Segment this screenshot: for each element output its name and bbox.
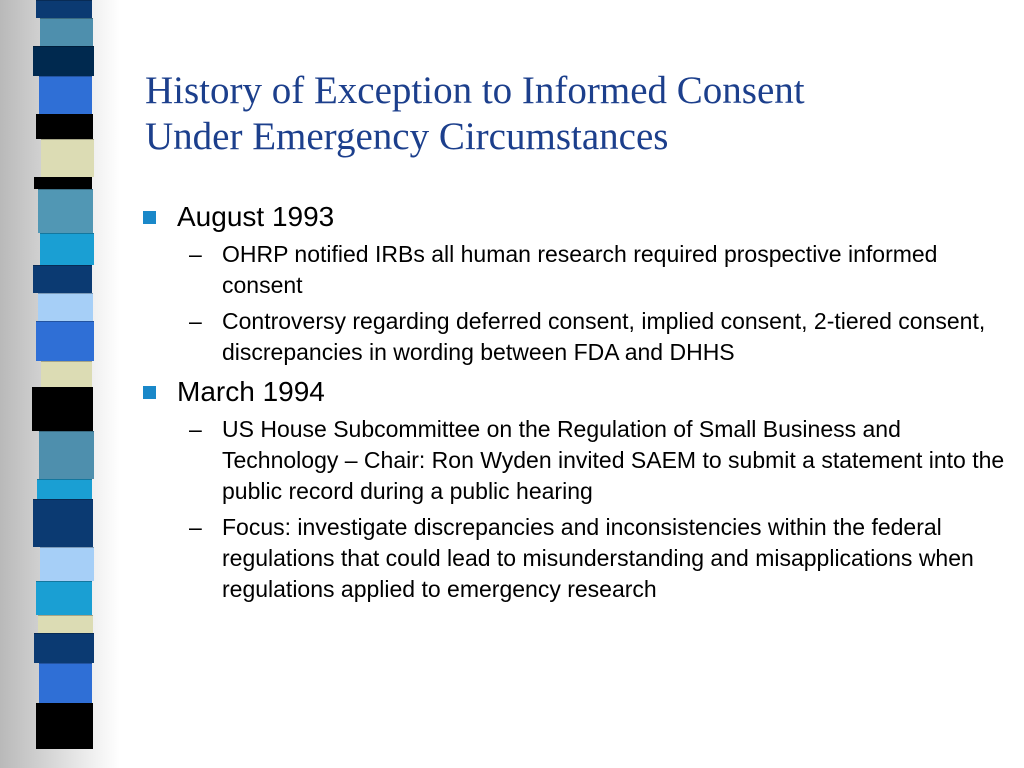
slide-title [145,68,1005,160]
decorative-stripe [32,387,93,431]
decorative-stripe [36,703,93,749]
decorative-stripe [41,361,92,387]
sub-list [177,414,1010,605]
decorative-stripe [36,0,92,18]
decorative-stripe-bar [36,0,98,768]
sub-bullet-item [177,512,1010,605]
bullet-item-march-1994 [140,374,1010,605]
sub-list [177,239,1010,368]
bullet-label: March 1994 [177,376,325,407]
decorative-stripe [40,18,93,46]
square-bullet-icon [143,211,156,224]
decorative-stripe [38,293,93,321]
sub-bullet-item [177,414,1010,507]
decorative-stripe [33,265,92,293]
decorative-stripe [34,177,92,189]
decorative-stripe [33,499,93,547]
decorative-stripe [40,233,94,265]
title-line-2: Under Emergency Circumstances [145,115,669,158]
decorative-stripe [41,139,94,177]
sub-bullet-text: Focus: investigate discrepancies and inconsistencies within the federal regulations that could lead to misunderstanding and misapplications when regulations applied to emergency research [222,514,974,602]
bullet-item-august-1993 [140,199,1010,368]
sub-bullet-text: OHRP notified IRBs all human research required prospective informed consent [222,241,938,298]
decorative-stripe [37,479,92,499]
decorative-stripe [38,189,93,233]
decorative-stripe [39,663,92,703]
dash-bullet-icon: – [189,308,202,334]
dash-bullet-icon: – [189,241,202,267]
sub-bullet-item [177,306,1010,368]
sub-bullet-text: Controversy regarding deferred consent, implied consent, 2-tiered consent, discrepancies in wording between FDA and DHHS [222,308,986,365]
bullet-label: August 1993 [177,201,335,232]
sub-bullet-item [177,239,1010,301]
decorative-stripe [34,633,94,663]
slide-content [140,199,1010,611]
decorative-stripe [33,46,94,76]
decorative-stripe [38,615,93,633]
sub-bullet-text: US House Subcommittee on the Regulation of Small Business and Technology – Chair: Ron Wyden invited SAEM to submit a statement into the public record during a public hearing [222,416,1005,504]
decorative-stripe [36,321,94,361]
decorative-stripe [36,114,93,139]
dash-bullet-icon: – [189,416,202,442]
decorative-stripe [40,547,94,581]
decorative-stripe [36,581,92,615]
title-line-1: History of Exception to Informed Consent [145,69,805,112]
dash-bullet-icon: – [189,514,202,540]
square-bullet-icon [143,386,156,399]
decorative-stripe [39,76,92,114]
decorative-stripe [39,431,94,479]
